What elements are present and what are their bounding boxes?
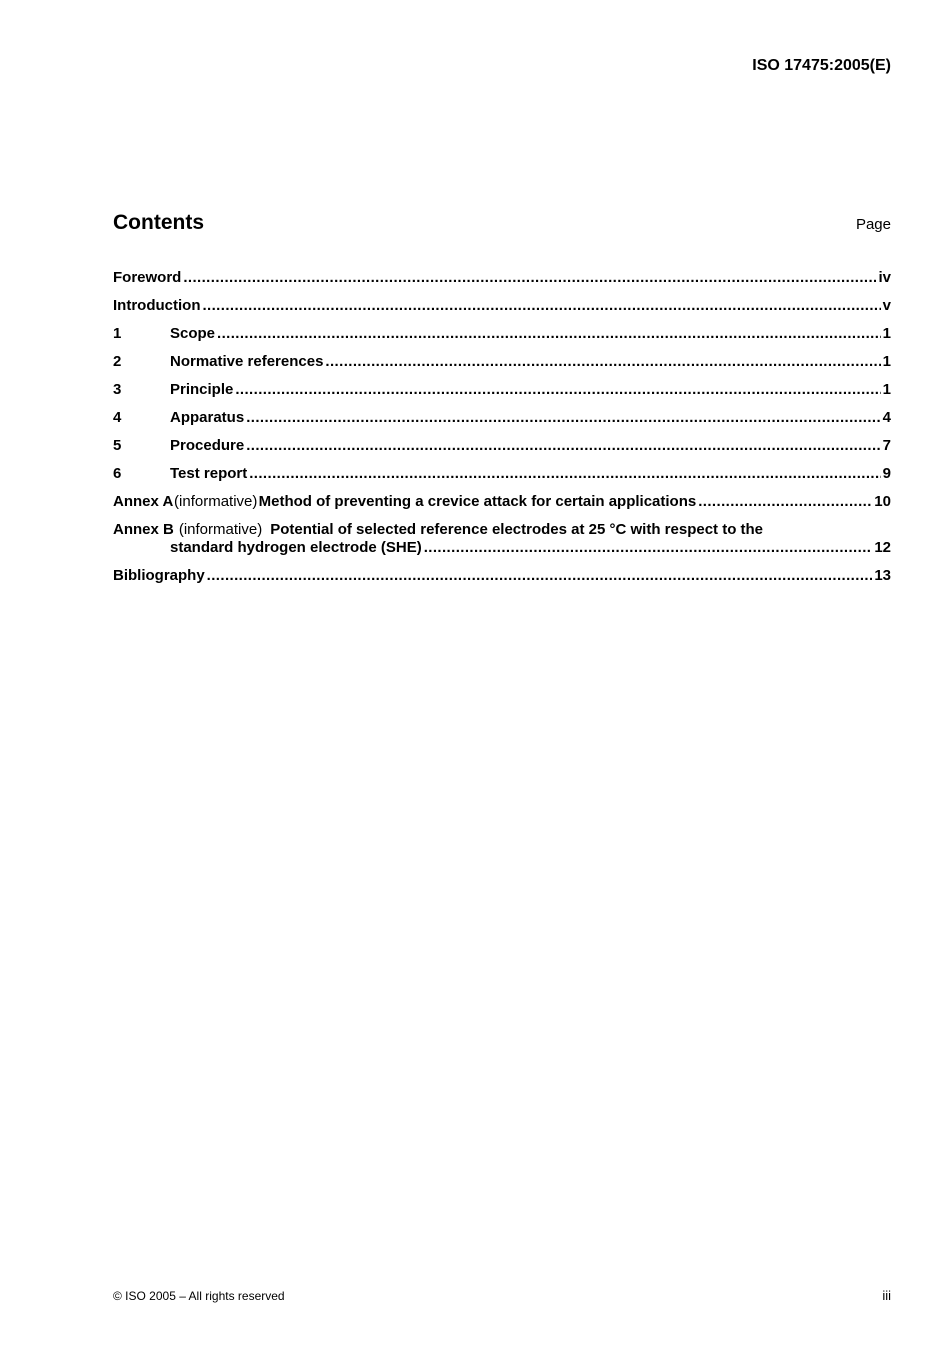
annex-label: Annex B [113, 521, 174, 538]
toc-entry-number: 2 [113, 353, 122, 370]
toc-entry-bibliography[interactable] [113, 567, 891, 595]
dot-leader [424, 539, 873, 557]
toc-entry-title: Principle [170, 381, 234, 398]
toc-entry-title: Bibliography [113, 567, 205, 584]
annex-label: Annex A [113, 493, 174, 510]
toc-entry-title: Foreword [113, 269, 182, 286]
dot-leader [325, 353, 880, 371]
dot-leader [217, 325, 881, 343]
contents-heading-row [113, 210, 891, 238]
annex-title-line-2: standard hydrogen electrode (SHE) [170, 539, 422, 556]
annex-title-line-1: Potential of selected reference electrodes at 25 °C with respect to the [270, 521, 764, 538]
toc-entry-page: 10 [874, 493, 891, 510]
dot-leader [698, 493, 872, 511]
dot-leader [249, 465, 880, 483]
dot-leader [246, 409, 880, 427]
toc-entry-page: 1 [882, 381, 891, 398]
toc-entry-page: 1 [882, 325, 891, 342]
toc-entry-page: v [882, 297, 891, 314]
dot-leader [183, 269, 876, 287]
toc-entry-page: 12 [874, 539, 891, 556]
toc-entry-page: 7 [882, 437, 891, 454]
dot-leader [246, 437, 880, 455]
annex-type: (informative) [178, 521, 263, 538]
toc-entry-apparatus[interactable] [113, 409, 891, 437]
toc-entry-page: 4 [882, 409, 891, 426]
toc-entry-title: Normative references [170, 353, 324, 370]
toc-entry-title: Apparatus [170, 409, 245, 426]
toc-entry-page: 13 [874, 567, 891, 584]
toc-entry-test-report[interactable] [113, 465, 891, 493]
dot-leader [202, 297, 880, 315]
toc-entry-page: 1 [882, 353, 891, 370]
table-of-contents [113, 269, 891, 595]
toc-entry-normative-references[interactable] [113, 353, 891, 381]
toc-entry-annex-b[interactable] [113, 521, 891, 567]
toc-entry-introduction[interactable] [113, 297, 891, 325]
document-identifier: ISO 17475:2005(E) [752, 57, 891, 74]
toc-entry-number: 4 [113, 409, 122, 426]
annex-title: Method of preventing a crevice attack for certain applications [258, 493, 697, 510]
toc-entry-number: 1 [113, 325, 122, 342]
toc-entry-annex-a[interactable] [113, 493, 891, 521]
copyright-notice: © ISO 2005 – All rights reserved [113, 1289, 285, 1303]
toc-entry-title: Test report [170, 465, 248, 482]
toc-entry-number: 3 [113, 381, 122, 398]
dot-leader [207, 567, 873, 585]
dot-leader [235, 381, 880, 399]
toc-entry-principle[interactable] [113, 381, 891, 409]
toc-entry-page: 9 [882, 465, 891, 482]
toc-entry-title: Scope [170, 325, 216, 342]
annex-type: (informative) [174, 493, 258, 510]
toc-entry-title: Introduction [113, 297, 201, 314]
toc-entry-scope[interactable] [113, 325, 891, 353]
toc-entry-page: iv [878, 269, 891, 286]
toc-entry-title: Procedure [170, 437, 245, 454]
toc-entry-number: 6 [113, 465, 122, 482]
toc-entry-procedure[interactable] [113, 437, 891, 465]
toc-entry-foreword[interactable] [113, 269, 891, 297]
page-number: iii [882, 1288, 891, 1303]
contents-title: Contents [113, 211, 204, 234]
page-column-label: Page [855, 216, 891, 233]
toc-entry-number: 5 [113, 437, 122, 454]
